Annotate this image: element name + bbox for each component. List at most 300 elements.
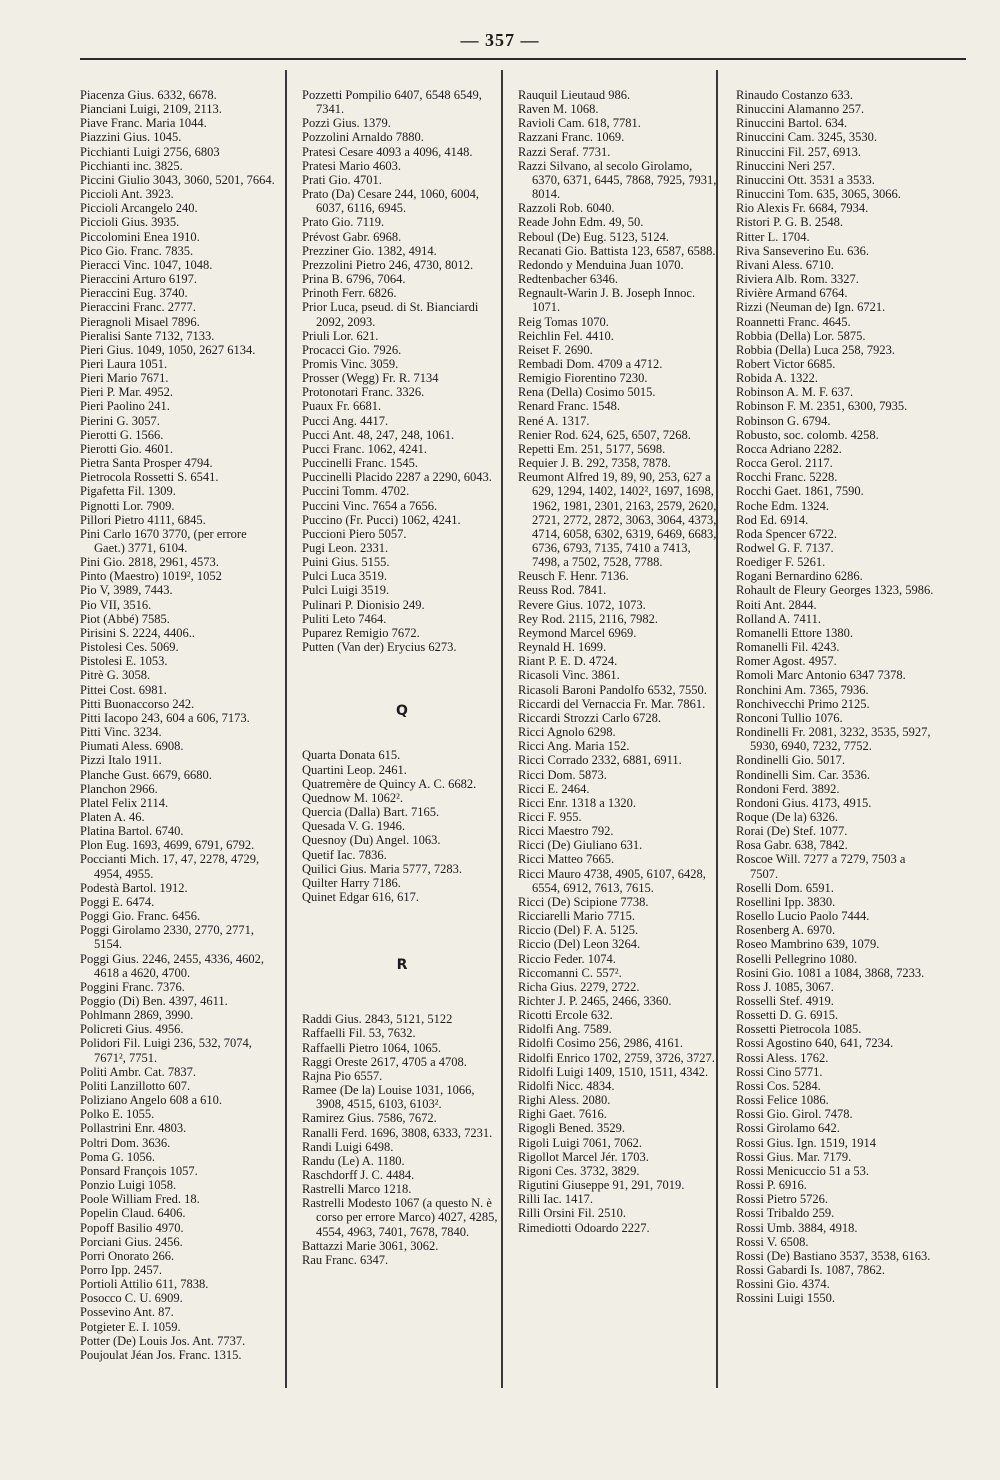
- index-entry: Roche Edm. 1324.: [736, 498, 830, 513]
- index-entry: Priuli Lor. 621.: [302, 328, 379, 343]
- index-entry: Pitti Iacopo 243, 604 a 606, 7173.: [80, 710, 250, 725]
- index-entry: Rod Ed. 6914.: [736, 512, 809, 527]
- index-entry: Popoff Basilio 4970.: [80, 1220, 184, 1235]
- index-entry: Pistolesi E. 1053.: [80, 654, 168, 669]
- index-entry: Riccardi Strozzi Carlo 6728.: [518, 710, 662, 725]
- index-entry: Pollastrini Enr. 4803.: [80, 1121, 187, 1136]
- index-entry: Pietra Santa Prosper 4794.: [80, 456, 213, 471]
- index-entry: Prezziner Gio. 1382, 4914.: [302, 243, 437, 258]
- index-entry: Remigio Fiorentino 7230.: [518, 371, 648, 386]
- index-entry: Pulci Luigi 3519.: [302, 583, 390, 598]
- index-entry: Riccio (Del) Leon 3264.: [518, 937, 641, 952]
- index-entry: Rajna Pio 6557.: [302, 1068, 383, 1083]
- index-column-1: [80, 88, 280, 1362]
- index-entry: Requier J. B. 292, 7358, 7878.: [518, 456, 671, 471]
- index-entry: Rizzi (Neuman de) Ign. 6721.: [736, 300, 886, 315]
- index-entry: Poggi Girolamo 2330, 2770, 2771, 5154.: [80, 923, 254, 952]
- index-entry: Robusto, soc. colomb. 4258.: [736, 427, 879, 442]
- index-entry: Robert Victor 6685.: [736, 356, 836, 371]
- index-entry: Pierotti G. 1566.: [80, 427, 164, 442]
- index-entry: Porro Ipp. 2457.: [80, 1262, 162, 1277]
- index-entry: Robinson F. M. 2351, 6300, 7935.: [736, 399, 908, 414]
- index-entry: Puccini Vinc. 7654 a 7656.: [302, 498, 438, 513]
- index-entry: Poccianti Mich. 17, 47, 2278, 4729, 4954, 4955.: [80, 852, 260, 881]
- index-entry: Pio VII, 3516.: [80, 597, 152, 612]
- index-entry: Robbia (Della) Luca 258, 7923.: [736, 342, 895, 357]
- index-entry: Pozzolini Arnaldo 7880.: [302, 130, 424, 145]
- index-entry: Puini Gius. 5155.: [302, 555, 390, 570]
- index-entry: Pieri Mario 7671.: [80, 371, 169, 386]
- index-entry: Rocchi Franc. 5228.: [736, 470, 838, 485]
- index-entry: Rau Franc. 6347.: [302, 1252, 389, 1267]
- index-entry: Redtenbacher 6346.: [518, 272, 618, 287]
- index-entry: Piccolomini Enea 1910.: [80, 229, 200, 244]
- index-entry: Riviera Alb. Rom. 3327.: [736, 272, 859, 287]
- index-entry: Pini Carlo 1670 3770, (per errore Gaet.) 3771, 6104.: [80, 526, 247, 555]
- index-entry: Razzoli Rob. 6040.: [518, 201, 615, 216]
- index-entry: Riccio (Del) F. A. 5125.: [518, 923, 639, 938]
- index-entry: Rocca Adriano 2282.: [736, 441, 842, 456]
- index-entry: Robbia (Della) Lor. 5875.: [736, 328, 866, 343]
- index-entry: Reymond Marcel 6969.: [518, 625, 637, 640]
- index-entry: Righi Aless. 2080.: [518, 1093, 611, 1108]
- index-entry: Ricasoli Baroni Pandolfo 6532, 7550.: [518, 682, 707, 697]
- index-entry: Razzi Silvano, al secolo Girolamo, 6370, 6371, 6445, 7868, 7925, 7931, 8014.: [518, 158, 717, 202]
- index-entry: Rigoni Ces. 3732, 3829.: [518, 1163, 640, 1178]
- index-entry: Puccioni Piero 5057.: [302, 526, 407, 541]
- index-entry: Pieraccini Franc. 2777.: [80, 300, 196, 315]
- section-spacer: [302, 654, 502, 704]
- index-entry: Pulinari P. Dionisio 249.: [302, 597, 425, 612]
- index-entry: Rocchi Gaet. 1861, 7590.: [736, 484, 864, 499]
- index-entry: Pierini G. 3057.: [80, 413, 160, 428]
- index-entry: Posocco C. U. 6909.: [80, 1291, 183, 1306]
- index-entry: Rossi P. 6916.: [736, 1178, 807, 1193]
- index-entry: Quarta Donata 615.: [302, 748, 401, 763]
- index-entry: Romer Agost. 4957.: [736, 654, 837, 669]
- index-entry: Porciani Gius. 2456.: [80, 1234, 183, 1249]
- index-entry: Platina Bartol. 6740.: [80, 824, 184, 839]
- index-entry: Pieri Laura 1051.: [80, 356, 168, 371]
- index-entry: Pignotti Lor. 7909.: [80, 498, 175, 513]
- index-entry: Rossi (De) Bastiano 3537, 3538, 6163.: [736, 1248, 931, 1263]
- index-entry: Roscoe Will. 7277 a 7279, 7503 a 7507.: [736, 852, 906, 881]
- index-entry: Rogani Bernardino 6286.: [736, 569, 863, 584]
- index-entry: Pittei Cost. 6981.: [80, 682, 167, 697]
- index-entry: Pitti Vinc. 3234.: [80, 725, 162, 740]
- index-entry: Rossi Gio. Girol. 7478.: [736, 1107, 853, 1122]
- index-entry: Picchianti inc. 3825.: [80, 158, 183, 173]
- index-entry: Pillori Pietro 4111, 6845.: [80, 512, 206, 527]
- index-entry: Planche Gust. 6679, 6680.: [80, 767, 212, 782]
- index-entry: Rossi Pietro 5726.: [736, 1192, 829, 1207]
- index-entry: Ronchini Am. 7365, 7936.: [736, 682, 869, 697]
- index-entry: Pieracci Vinc. 1047, 1048.: [80, 257, 213, 272]
- index-entry: Riant P. E. D. 4724.: [518, 654, 618, 669]
- index-entry: Prato (Da) Cesare 244, 1060, 6004, 6037, 6116, 6945.: [302, 187, 480, 216]
- index-entry: Ponsard François 1057.: [80, 1163, 198, 1178]
- index-entry: Rossi Felice 1086.: [736, 1093, 829, 1108]
- index-entry: Pratesi Cesare 4093 a 4096, 4148.: [302, 144, 473, 159]
- index-entry: Ranalli Ferd. 1696, 3808, 6333, 7231.: [302, 1125, 493, 1140]
- index-entry: Pigafetta Fil. 1309.: [80, 484, 176, 499]
- index-entry: Poujoulat Jéan Jos. Franc. 1315.: [80, 1347, 242, 1362]
- index-entry: Promis Vinc. 3059.: [302, 356, 399, 371]
- index-entry: Rossi Tribaldo 259.: [736, 1206, 835, 1221]
- index-entry: Rossini Luigi 1550.: [736, 1291, 835, 1306]
- index-entry: Piave Franc. Maria 1044.: [80, 116, 207, 131]
- index-entry: Pucci Ang. 4417.: [302, 413, 389, 428]
- index-entry: Pietrocola Rossetti S. 6541.: [80, 470, 219, 485]
- index-entry: Repetti Em. 251, 5177, 5698.: [518, 441, 666, 456]
- index-column-4: [736, 88, 936, 1305]
- index-entry: Ricci (De) Scipione 7738.: [518, 894, 649, 909]
- index-entry: Poggi Gio. Franc. 6456.: [80, 909, 201, 924]
- index-entry: Ridolfi Nicc. 4834.: [518, 1078, 615, 1093]
- index-entry: Ponzio Luigi 1058.: [80, 1178, 177, 1193]
- index-entry: Redondo y Menduina Juan 1070.: [518, 257, 684, 272]
- index-entry: Rivani Aless. 6710.: [736, 257, 834, 272]
- index-entry: Rilli Iac. 1417.: [518, 1192, 593, 1207]
- index-entry: Portioli Attilio 611, 7838.: [80, 1277, 209, 1292]
- section-spacer: [302, 718, 502, 748]
- index-entry: Rocca Gerol. 2117.: [736, 456, 833, 471]
- index-entry: Protonotari Franc. 3326.: [302, 385, 425, 400]
- index-entry: Piazzini Gius. 1045.: [80, 130, 182, 145]
- index-entry: Razzani Franc. 1069.: [518, 130, 625, 145]
- index-entry: Rinuccini Tom. 635, 3065, 3066.: [736, 187, 901, 202]
- index-entry: Polko E. 1055.: [80, 1107, 155, 1122]
- index-entry: Piccioli Ant. 3923.: [80, 187, 174, 202]
- index-entry: Righi Gaet. 7616.: [518, 1107, 607, 1122]
- index-entry: Ristori P. G. B. 2548.: [736, 215, 843, 230]
- index-entry: Ross J. 1085, 3067.: [736, 979, 834, 994]
- index-entry: Poma G. 1056.: [80, 1149, 155, 1164]
- index-entry: Piot (Abbé) 7585.: [80, 611, 170, 626]
- index-entry: Rinuccini Ott. 3531 a 3533.: [736, 172, 875, 187]
- index-entry: Pieri Paolino 241.: [80, 399, 170, 414]
- index-entry: Revere Gius. 1072, 1073.: [518, 597, 646, 612]
- index-entry: Rondoni Gius. 4173, 4915.: [736, 795, 872, 810]
- index-entry: Randu (Le) A. 1180.: [302, 1153, 405, 1168]
- index-entry: Rodwel G. F. 7137.: [736, 541, 834, 555]
- index-entry: Pohlmann 2869, 3990.: [80, 1008, 194, 1023]
- index-entry: Quinet Edgar 616, 617.: [302, 889, 419, 904]
- index-entry: Rosellini Ipp. 3830.: [736, 894, 836, 909]
- index-entry: Poggi Gius. 2246, 2455, 4336, 4602, 4618 a 4620, 4700.: [80, 951, 265, 980]
- header-rule: [80, 58, 966, 60]
- index-entry: Rinuccini Fil. 257, 6913.: [736, 144, 861, 159]
- index-entry: Regnault-Warin J. B. Joseph Innoc. 1071.: [518, 286, 696, 315]
- index-entry: Pieralisi Sante 7132, 7133.: [80, 328, 215, 343]
- index-entry: Pistolesi Ces. 5069.: [80, 640, 179, 655]
- index-entry: Ricci Ang. Maria 152.: [518, 739, 630, 754]
- index-entry: Piccini Giulio 3043, 3060, 5201, 7664.: [80, 172, 275, 187]
- index-entry: Battazzi Marie 3061, 3062.: [302, 1238, 439, 1253]
- index-entry: Quesada V. G. 1946.: [302, 819, 406, 834]
- index-entry: Pozzetti Pompilio 6407, 6548 6549, 7341.: [302, 88, 482, 117]
- index-entry: Rondinelli Sim. Car. 3536.: [736, 767, 871, 782]
- index-entry: Riccardi del Vernaccia Fr. Mar. 7861.: [518, 696, 706, 711]
- index-entry: Reumont Alfred 19, 89, 90, 253, 627 a 629, 1294, 1402, 1402², 1697, 1698, 1962, 1981, 2301, 2163, 2579, 2620, 2721, 2772, 2872, 3063, 3064, 4373, 4714, 6058, 6302, 6319, 6469, 6683, 6736, 6793, 7135, 7410 a 7413, 7498, a 7502, 7528, 7788.: [518, 470, 717, 570]
- index-entry: Rossi Girolamo 642.: [736, 1121, 840, 1136]
- index-entry: Rondinelli Gio. 5017.: [736, 753, 846, 768]
- index-entry: Rossetti Pietrocola 1085.: [736, 1022, 862, 1037]
- index-entry: Pozzi Gius. 1379.: [302, 116, 391, 131]
- index-entry: Poggio (Di) Ben. 4397, 4611.: [80, 994, 228, 1008]
- index-entry: Ritter L. 1704.: [736, 229, 810, 244]
- index-entry: Pugi Leon. 2331.: [302, 541, 389, 555]
- index-entry: Renier Rod. 624, 625, 6507, 7268.: [518, 427, 691, 442]
- index-entry: Poggi E. 6474.: [80, 894, 155, 909]
- index-entry: Ricci Maestro 792.: [518, 824, 614, 839]
- index-entry: Picchianti Luigi 2756, 6803: [80, 144, 220, 159]
- index-entry: Puccinelli Franc. 1545.: [302, 456, 418, 471]
- index-entry: Reusch F. Henr. 7136.: [518, 569, 629, 584]
- index-entry: Raffaelli Pietro 1064, 1065.: [302, 1040, 441, 1055]
- index-entry: Possevino Ant. 87.: [80, 1305, 174, 1320]
- index-entry: Putten (Van der) Erycius 6273.: [302, 640, 457, 655]
- index-entry: Ronconi Tullio 1076.: [736, 710, 843, 725]
- index-entry: Rigutini Giuseppe 91, 291, 7019.: [518, 1178, 685, 1193]
- index-entry: Pucci Ant. 48, 247, 248, 1061.: [302, 427, 455, 442]
- index-entry: Rossini Gio. 4374.: [736, 1277, 830, 1292]
- index-entry: Rosini Gio. 1081 a 1084, 3868, 7233.: [736, 965, 925, 980]
- index-entry: Ridolfi Ang. 7589.: [518, 1022, 612, 1037]
- index-entry: Pinto (Maestro) 1019², 1052: [80, 569, 222, 584]
- index-entry: Rossi Gius. Ign. 1519, 1914: [736, 1135, 876, 1150]
- index-entry: Pieragnoli Misael 7896.: [80, 314, 200, 329]
- index-entry: Platel Felix 2114.: [80, 795, 169, 810]
- index-entry: Ramee (De la) Louise 1031, 1066, 3908, 4515, 6103, 6103².: [302, 1083, 475, 1112]
- index-entry: Riccomanni C. 557².: [518, 965, 622, 980]
- index-entry: Rinuccini Cam. 3245, 3530.: [736, 130, 877, 145]
- index-entry: Rastrelli Modesto 1067 (a questo N. è corso per errore Marco) 4027, 4285, 4554, 4963, 7401, 7678, 7840.: [302, 1196, 498, 1239]
- index-entry: Puparez Remigio 7672.: [302, 625, 420, 640]
- index-entry: Politi Lanzillotto 607.: [80, 1078, 191, 1093]
- index-entry: Puccini Tomm. 4702.: [302, 484, 410, 499]
- index-entry: Prévost Gabr. 6968.: [302, 229, 402, 244]
- index-entry: Quartini Leop. 2461.: [302, 762, 407, 777]
- index-entry: Rinuccini Neri 257.: [736, 158, 835, 173]
- index-entry: Ridolfi Luigi 1409, 1510, 1511, 4342.: [518, 1064, 709, 1079]
- section-spacer: [302, 972, 502, 1012]
- index-entry: Quilici Gius. Maria 5777, 7283.: [302, 861, 463, 876]
- index-entry: Rossi V. 6508.: [736, 1234, 809, 1249]
- index-entry: Platen A. 46.: [80, 809, 145, 824]
- index-entry: Rosselli Stef. 4919.: [736, 994, 834, 1008]
- index-entry: Romanelli Fil. 4243.: [736, 640, 840, 655]
- index-entry: Razzi Seraf. 7731.: [518, 144, 611, 159]
- index-entry: Reichlin Fel. 4410.: [518, 328, 614, 343]
- index-entry: Riccio Feder. 1074.: [518, 951, 616, 966]
- index-entry: Pirisini S. 2224, 4406..: [80, 625, 195, 640]
- index-entry: Ricci Dom. 5873.: [518, 767, 607, 782]
- index-entry: Prina B. 6796, 7064.: [302, 272, 406, 287]
- index-entry: Raddi Gius. 2843, 5121, 5122: [302, 1012, 453, 1027]
- index-entry: Prinoth Ferr. 6826.: [302, 286, 397, 301]
- index-entry: Roda Spencer 6722.: [736, 526, 838, 541]
- index-entry: Pini Gio. 2818, 2961, 4573.: [80, 555, 219, 570]
- index-entry: Richter J. P. 2465, 2466, 3360.: [518, 994, 672, 1008]
- index-entry: Plon Eug. 1693, 4699, 6791, 6792.: [80, 838, 255, 853]
- index-entry: Planchon 2966.: [80, 781, 158, 796]
- index-entry: Rossi Gabardi Is. 1087, 7862.: [736, 1262, 885, 1277]
- index-entry: Raschdorff J. C. 4484.: [302, 1168, 415, 1182]
- entries-q: [302, 748, 502, 904]
- index-entry: Roannetti Franc. 4645.: [736, 314, 851, 329]
- index-entry: Potgieter E. I. 1059.: [80, 1319, 181, 1334]
- entries-r: [302, 1012, 502, 1267]
- index-entry: Prior Luca, pseud. di St. Bianciardi 2092, 2093.: [302, 300, 479, 329]
- index-entry: Pieraccini Arturo 6197.: [80, 272, 197, 287]
- index-entry: Piacenza Gius. 6332, 6678.: [80, 88, 217, 102]
- index-entry: Puccino (Fr. Pucci) 1062, 4241.: [302, 512, 461, 527]
- index-entry: Rossi Umb. 3884, 4918.: [736, 1220, 858, 1235]
- index-entry: Ricci Corrado 2332, 6881, 6911.: [518, 753, 682, 768]
- index-entry: Ravioli Cam. 618, 7781.: [518, 116, 641, 131]
- index-entry: Ricasoli Vinc. 3861.: [518, 668, 620, 683]
- index-entry: Pratesi Mario 4603.: [302, 158, 401, 173]
- index-column-3: [518, 88, 718, 1235]
- index-entry: Quilter Harry 7186.: [302, 875, 401, 890]
- index-entry: Rondinelli Fr. 2081, 3232, 3535, 5927, 5930, 6940, 7232, 7752.: [736, 725, 931, 754]
- index-entry: Rossi Cos. 5284.: [736, 1078, 821, 1093]
- index-entry: Roselli Dom. 6591.: [736, 880, 834, 895]
- index-entry: Pico Gio. Franc. 7835.: [80, 243, 194, 258]
- index-entry: Randi Luigi 6498.: [302, 1139, 394, 1154]
- index-entry: Robinson A. M. F. 637.: [736, 385, 854, 400]
- index-entry: Rolland A. 7411.: [736, 611, 821, 626]
- index-entry: Roseo Mambrino 639, 1079.: [736, 937, 880, 952]
- index-entry: Pieraccini Eug. 3740.: [80, 286, 188, 301]
- index-entry: Recanati Gio. Battista 123, 6587, 6588.: [518, 243, 716, 258]
- index-entry: Rastrelli Marco 1218.: [302, 1182, 412, 1197]
- index-entry: Rosa Gabr. 638, 7842.: [736, 838, 848, 853]
- index-entry: Politi Ambr. Cat. 7837.: [80, 1064, 196, 1079]
- index-entry: Robinson G. 6794.: [736, 413, 831, 428]
- index-entry: Policreti Gius. 4956.: [80, 1022, 184, 1037]
- index-entry: Rosello Lucio Paolo 7444.: [736, 909, 870, 924]
- index-entry: Roselli Pellegrino 1080.: [736, 951, 858, 966]
- index-entry: Quatremère de Quincy A. C. 6682.: [302, 776, 477, 791]
- index-entry: Rivière Armand 6764.: [736, 286, 848, 301]
- index-entry: Rondoni Ferd. 3892.: [736, 781, 840, 796]
- index-entry: Quercia (Dalla) Bart. 7165.: [302, 805, 440, 820]
- index-entry: Pizzi Italo 1911.: [80, 753, 162, 768]
- index-entry: Poltri Dom. 3636.: [80, 1135, 171, 1150]
- index-entry: Pieri Gius. 1049, 1050, 2627 6134.: [80, 342, 256, 357]
- index-entry: Rossi Gius. Mar. 7179.: [736, 1149, 852, 1164]
- section-spacer: [302, 904, 502, 958]
- index-entry: Popelin Claud. 6406.: [80, 1206, 186, 1221]
- index-entry: Roque (De la) 6326.: [736, 809, 839, 824]
- index-entry: Ricotti Ercole 632.: [518, 1008, 613, 1023]
- index-entry: Roediger F. 5261.: [736, 555, 826, 570]
- index-entry: Podestà Bartol. 1912.: [80, 880, 188, 895]
- entries-p: [302, 88, 502, 654]
- index-entry: Rossi Agostino 640, 641, 7234.: [736, 1036, 894, 1051]
- index-entry: Reiset F. 2690.: [518, 342, 593, 357]
- index-entry: Rio Alexis Fr. 6684, 7934.: [736, 201, 869, 216]
- index-entry: Ricci (De) Giuliano 631.: [518, 838, 643, 853]
- index-entry: Ricci Agnolo 6298.: [518, 725, 616, 740]
- index-entry: Riva Sanseverino Eu. 636.: [736, 243, 869, 258]
- column-rule: [285, 70, 287, 1388]
- index-entry: Rosenberg A. 6970.: [736, 923, 836, 938]
- index-entry: Ricci F. 955.: [518, 809, 582, 824]
- index-entry: Rossi Cino 5771.: [736, 1064, 823, 1079]
- index-entry: Ricciarelli Mario 7715.: [518, 909, 635, 924]
- index-entry: René A. 1317.: [518, 413, 590, 428]
- index-entry: Richa Gius. 2279, 2722.: [518, 979, 640, 994]
- index-entry: Pio V, 3989, 7443.: [80, 583, 173, 598]
- index-entry: Renard Franc. 1548.: [518, 399, 621, 414]
- index-entry: Ricci Mauro 4738, 4905, 6107, 6428, 6554, 6912, 7613, 7615.: [518, 866, 706, 895]
- index-entry: Rimediotti Odoardo 2227.: [518, 1220, 650, 1235]
- index-entry: Piccioli Arcangelo 240.: [80, 201, 198, 216]
- index-entry: Ricci E. 2464.: [518, 781, 590, 796]
- index-entry: Prati Gio. 4701.: [302, 172, 382, 187]
- index-entry: Reboul (De) Eug. 5123, 5124.: [518, 229, 670, 244]
- index-entry: Prezzolini Pietro 246, 4730, 8012.: [302, 257, 474, 272]
- index-entry: Polidori Fil. Luigi 236, 532, 7074, 7671², 7751.: [80, 1036, 252, 1065]
- page-number: — 357 —: [460, 30, 540, 50]
- index-entry: Pucci Franc. 1062, 4241.: [302, 441, 427, 456]
- index-entry: Prosser (Wegg) Fr. R. 7134: [302, 371, 439, 386]
- index-entry: Pieri P. Mar. 4952.: [80, 385, 174, 400]
- index-entry: Rigogli Bened. 3529.: [518, 1121, 625, 1136]
- index-entry: Raggi Oreste 2617, 4705 a 4708.: [302, 1054, 467, 1069]
- index-entry: Reuss Rod. 7841.: [518, 583, 607, 598]
- index-entry: Raven M. 1068.: [518, 102, 599, 117]
- index-entry: Ricci Enr. 1318 a 1320.: [518, 795, 637, 810]
- index-entry: Raffaelli Fil. 53, 7632.: [302, 1026, 416, 1041]
- index-entry: Quesnoy (Du) Angel. 1063.: [302, 833, 441, 848]
- index-entry: Piccioli Gius. 3935.: [80, 215, 180, 230]
- index-entry: Rossi Menicuccio 51 a 53.: [736, 1163, 869, 1178]
- index-entry: Roiti Ant. 2844.: [736, 597, 817, 612]
- index-entry: Puccinelli Placido 2287 a 2290, 6043.: [302, 470, 492, 485]
- index-entry: Ridolfi Enrico 1702, 2759, 3726, 3727.: [518, 1050, 715, 1065]
- index-entry: Ricci Matteo 7665.: [518, 852, 615, 867]
- index-entry: Piumati Aless. 6908.: [80, 739, 184, 754]
- index-entry: Rigollot Marcel Jér. 1703.: [518, 1149, 649, 1164]
- section-letter-q: Q: [396, 703, 408, 720]
- index-entry: Rigoli Luigi 7061, 7062.: [518, 1135, 642, 1150]
- index-entry: Porri Onorato 266.: [80, 1248, 175, 1263]
- index-entry: Puaux Fr. 6681.: [302, 399, 382, 414]
- index-entry: Quednow M. 1062².: [302, 790, 403, 805]
- index-entry: Romoli Marc Antonio 6347 7378.: [736, 668, 906, 683]
- index-entry: Rauquil Lieutaud 986.: [518, 88, 631, 102]
- index-entry: Pitti Buonaccorso 242.: [80, 696, 195, 711]
- index-entry: Rinuccini Bartol. 634.: [736, 116, 848, 131]
- index-entry: Pitrè G. 3058.: [80, 668, 151, 683]
- index-entry: Quetif Iac. 7836.: [302, 847, 387, 862]
- index-entry: Ronchivecchi Primo 2125.: [736, 696, 870, 711]
- index-entry: Pulci Luca 3519.: [302, 569, 388, 584]
- index-entry: Ramirez Gius. 7586, 7672.: [302, 1111, 437, 1126]
- index-entry: Prato Gio. 7119.: [302, 215, 385, 230]
- index-entry: Rohault de Fleury Georges 1323, 5986.: [736, 583, 934, 598]
- index-entry: Reig Tomas 1070.: [518, 314, 609, 329]
- index-entry: Puliti Leto 7464.: [302, 611, 387, 626]
- index-column-2: [302, 88, 502, 1267]
- index-entry: Poliziano Angelo 608 a 610.: [80, 1093, 222, 1108]
- index-entry: Rossi Aless. 1762.: [736, 1050, 829, 1065]
- index-entry: Pianciani Luigi, 2109, 2113.: [80, 102, 222, 117]
